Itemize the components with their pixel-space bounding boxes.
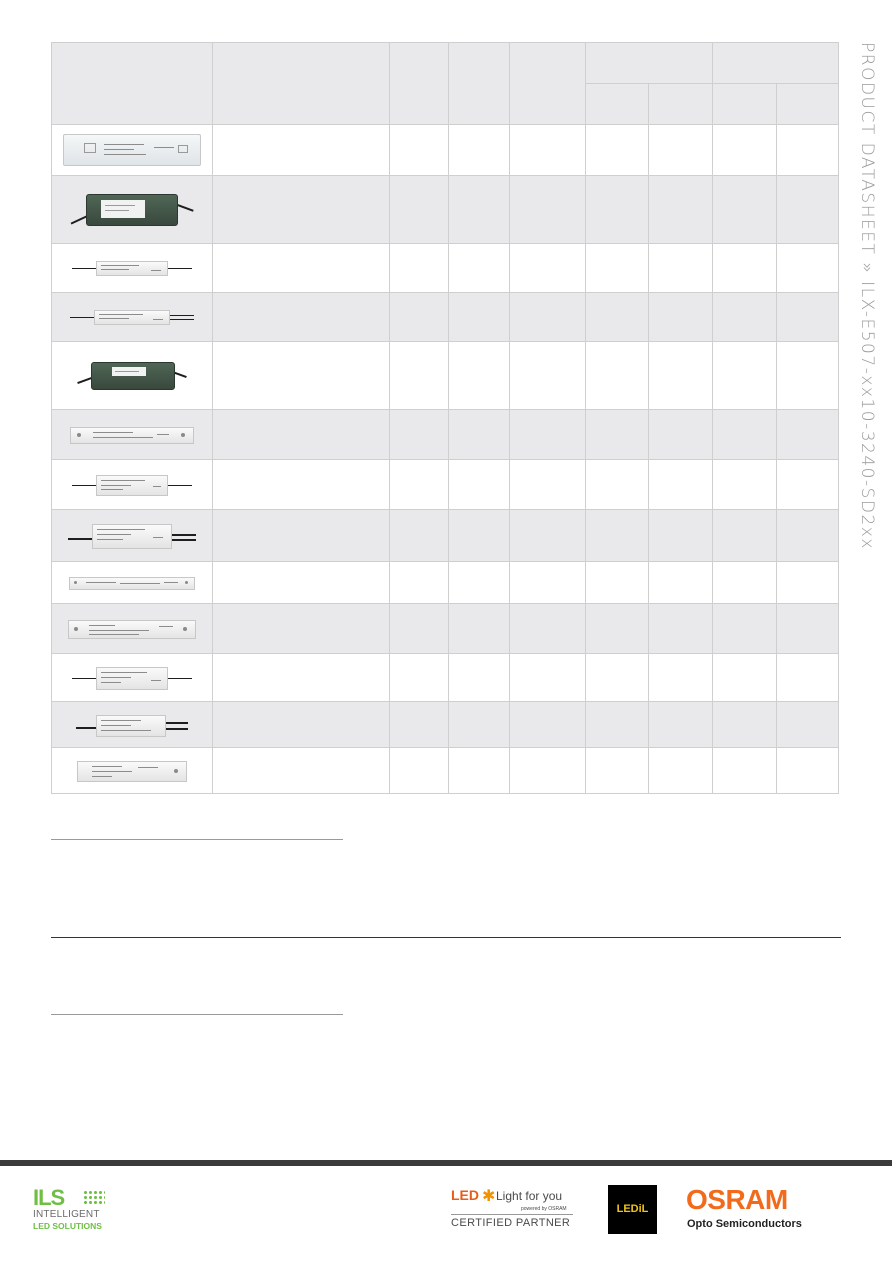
table-cell xyxy=(586,342,649,410)
table-cell xyxy=(449,244,510,293)
table-cell xyxy=(390,176,449,244)
table-cell xyxy=(713,176,777,244)
product-image xyxy=(72,260,192,276)
table-cell xyxy=(586,748,649,794)
subheader-cell xyxy=(777,84,839,125)
product-image-cell xyxy=(52,460,213,510)
table-cell xyxy=(649,654,713,702)
table-cell xyxy=(777,654,839,702)
product-image-cell xyxy=(52,244,213,293)
table-cell xyxy=(390,654,449,702)
table-cell xyxy=(649,176,713,244)
table-row xyxy=(52,562,839,604)
table-cell xyxy=(449,604,510,654)
table-cell xyxy=(510,244,586,293)
product-image xyxy=(68,523,196,549)
table-cell xyxy=(586,510,649,562)
table-cell xyxy=(713,562,777,604)
table-cell xyxy=(510,460,586,510)
table-cell xyxy=(449,293,510,342)
table-row xyxy=(52,702,839,748)
table-cell xyxy=(713,410,777,460)
table-cell xyxy=(586,244,649,293)
table-cell xyxy=(586,604,649,654)
product-image-cell xyxy=(52,342,213,410)
product-image xyxy=(70,309,194,325)
table-cell xyxy=(777,748,839,794)
table-cell xyxy=(390,510,449,562)
table-cell xyxy=(586,654,649,702)
table-cell xyxy=(777,510,839,562)
header-group-cell xyxy=(713,43,839,84)
lfy-powered-text: powered by OSRAM xyxy=(521,1206,567,1212)
table-cell xyxy=(649,604,713,654)
table-cell xyxy=(777,176,839,244)
table-cell xyxy=(649,460,713,510)
header-cell xyxy=(52,43,213,125)
osram-name: OSRAM xyxy=(686,1184,788,1215)
table-cell xyxy=(510,604,586,654)
table-cell xyxy=(713,702,777,748)
table-cell xyxy=(390,460,449,510)
lfy-divider xyxy=(451,1214,573,1215)
lfy-light-text: Light for you xyxy=(496,1189,563,1203)
product-image-cell xyxy=(52,604,213,654)
table-cell xyxy=(586,460,649,510)
table-cell xyxy=(777,460,839,510)
table-cell xyxy=(649,562,713,604)
ils-logo-letters: ILS xyxy=(33,1185,65,1210)
table-row xyxy=(52,410,839,460)
table-cell xyxy=(510,510,586,562)
table-cell xyxy=(449,702,510,748)
product-image xyxy=(70,190,194,230)
table-cell xyxy=(449,342,510,410)
table-cell xyxy=(649,510,713,562)
table-row xyxy=(52,654,839,702)
table-cell xyxy=(713,748,777,794)
table-cell xyxy=(713,510,777,562)
side-title xyxy=(851,42,877,550)
table-cell xyxy=(777,244,839,293)
product-image xyxy=(72,666,192,690)
table-cell xyxy=(213,562,390,604)
table-row xyxy=(52,125,839,176)
header-cell xyxy=(510,43,586,125)
table-cell xyxy=(713,244,777,293)
table-cell xyxy=(586,562,649,604)
header-group-cell xyxy=(586,43,713,84)
table-cell xyxy=(649,125,713,176)
table-row xyxy=(52,604,839,654)
person-icon: ✱ xyxy=(482,1188,496,1205)
table-cell xyxy=(649,342,713,410)
table-cell xyxy=(449,510,510,562)
product-image xyxy=(72,474,192,496)
product-image xyxy=(68,619,196,639)
datasheet-title: PRODUCT DATASHEET » ILX-E507-xx10-3240-SD2xx xyxy=(857,42,877,550)
product-image-cell xyxy=(52,293,213,342)
product-image xyxy=(69,576,195,590)
product-image xyxy=(63,134,201,166)
subheader-cell xyxy=(649,84,713,125)
table-cell xyxy=(586,410,649,460)
table-cell xyxy=(777,293,839,342)
section-divider xyxy=(51,839,343,840)
table-cell xyxy=(510,342,586,410)
subheader-cell xyxy=(586,84,649,125)
table-cell xyxy=(777,702,839,748)
header-cell xyxy=(390,43,449,125)
product-image-cell xyxy=(52,410,213,460)
section-divider xyxy=(51,937,841,938)
footer-bar xyxy=(0,1160,892,1166)
table-cell xyxy=(390,410,449,460)
table-cell xyxy=(390,604,449,654)
table-cell xyxy=(713,342,777,410)
table-cell xyxy=(213,654,390,702)
table-cell xyxy=(510,176,586,244)
table-cell xyxy=(713,604,777,654)
table-cell xyxy=(213,702,390,748)
table-cell xyxy=(510,654,586,702)
product-image-cell xyxy=(52,654,213,702)
product-image xyxy=(77,359,187,393)
table-cell xyxy=(449,460,510,510)
table-cell xyxy=(777,562,839,604)
table-cell xyxy=(390,748,449,794)
subheader-cell xyxy=(713,84,777,125)
table-row xyxy=(52,460,839,510)
table-cell xyxy=(649,702,713,748)
table-cell xyxy=(390,244,449,293)
ils-dots-icon xyxy=(83,1190,105,1206)
table-row xyxy=(52,748,839,794)
table-cell xyxy=(213,125,390,176)
product-table xyxy=(51,42,839,794)
product-image-cell xyxy=(52,748,213,794)
table-cell xyxy=(649,244,713,293)
table-cell xyxy=(777,410,839,460)
table-row xyxy=(52,176,839,244)
table-cell xyxy=(510,748,586,794)
table-cell xyxy=(213,176,390,244)
product-image xyxy=(77,760,187,782)
table-cell xyxy=(777,125,839,176)
table-cell xyxy=(713,293,777,342)
header-cell xyxy=(213,43,390,125)
table-row xyxy=(52,510,839,562)
table-cell xyxy=(449,176,510,244)
lfy-certified-text: CERTIFIED PARTNER xyxy=(451,1217,571,1229)
table-cell xyxy=(510,410,586,460)
table-cell xyxy=(586,293,649,342)
table-cell xyxy=(449,748,510,794)
table-cell xyxy=(213,748,390,794)
table-cell xyxy=(213,342,390,410)
table-cell xyxy=(777,342,839,410)
table-cell xyxy=(713,460,777,510)
osram-logo xyxy=(686,1185,816,1233)
table-cell xyxy=(449,562,510,604)
table-cell xyxy=(510,702,586,748)
header-cell xyxy=(449,43,510,125)
table-cell xyxy=(713,654,777,702)
table-cell xyxy=(213,510,390,562)
table-cell xyxy=(390,293,449,342)
table-cell xyxy=(586,176,649,244)
product-image-cell xyxy=(52,510,213,562)
table-cell xyxy=(449,125,510,176)
table-cell xyxy=(586,702,649,748)
product-image-cell xyxy=(52,562,213,604)
product-image xyxy=(70,426,194,444)
table-cell xyxy=(213,604,390,654)
table-cell xyxy=(510,293,586,342)
ledil-logo: LEDiL xyxy=(608,1185,657,1234)
ils-logo-line2: LED SOLUTIONS xyxy=(33,1221,102,1231)
table-cell xyxy=(649,410,713,460)
table-cell xyxy=(390,562,449,604)
table-cell xyxy=(586,125,649,176)
table-cell xyxy=(510,125,586,176)
table-cell xyxy=(213,410,390,460)
table-cell xyxy=(390,342,449,410)
product-image-cell xyxy=(52,702,213,748)
table-row xyxy=(52,293,839,342)
ils-logo-line1: INTELLIGENT xyxy=(33,1209,100,1220)
section-divider xyxy=(51,1014,343,1015)
table-header-row xyxy=(52,43,839,84)
table-cell xyxy=(449,410,510,460)
table-cell xyxy=(649,293,713,342)
product-image-cell xyxy=(52,176,213,244)
table-cell xyxy=(390,125,449,176)
light-for-you-logo xyxy=(451,1186,575,1236)
product-image xyxy=(76,713,188,737)
table-cell xyxy=(777,604,839,654)
table-cell xyxy=(713,125,777,176)
table-cell xyxy=(213,293,390,342)
table-cell xyxy=(213,244,390,293)
table-row xyxy=(52,342,839,410)
table-cell xyxy=(649,748,713,794)
table-cell xyxy=(390,702,449,748)
table-cell xyxy=(449,654,510,702)
ils-logo xyxy=(33,1185,123,1234)
table-row xyxy=(52,244,839,293)
product-image-cell xyxy=(52,125,213,176)
table-cell xyxy=(510,562,586,604)
osram-subtitle: Opto Semiconductors xyxy=(687,1218,802,1230)
table-cell xyxy=(213,460,390,510)
lfy-led-text: LED xyxy=(451,1187,479,1203)
